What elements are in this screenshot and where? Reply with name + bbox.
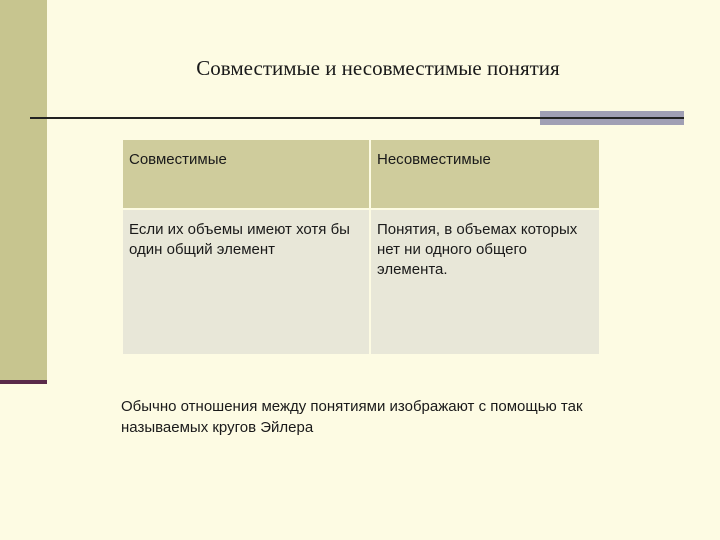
header-incompatible: Несовместимые <box>370 139 600 209</box>
table-row <box>122 209 600 355</box>
cell-incompatible-definition: Понятия, в объемах которых нет ни одного общего элемента. <box>370 209 600 355</box>
cell-compatible-definition: Если их объемы имеют хотя бы один общий элемент <box>122 209 370 355</box>
slide-title: Совместимые и несовместимые понятия <box>196 56 560 80</box>
header-compatible: Совместимые <box>122 139 370 209</box>
euler-note: Обычно отношения между понятиями изображают с помощью так называемых кругов Эйлера <box>121 398 583 436</box>
side-decoration-line <box>0 380 47 384</box>
title-underline-accent <box>540 111 684 125</box>
table-header-row <box>122 139 600 209</box>
comparison-table <box>121 138 601 356</box>
